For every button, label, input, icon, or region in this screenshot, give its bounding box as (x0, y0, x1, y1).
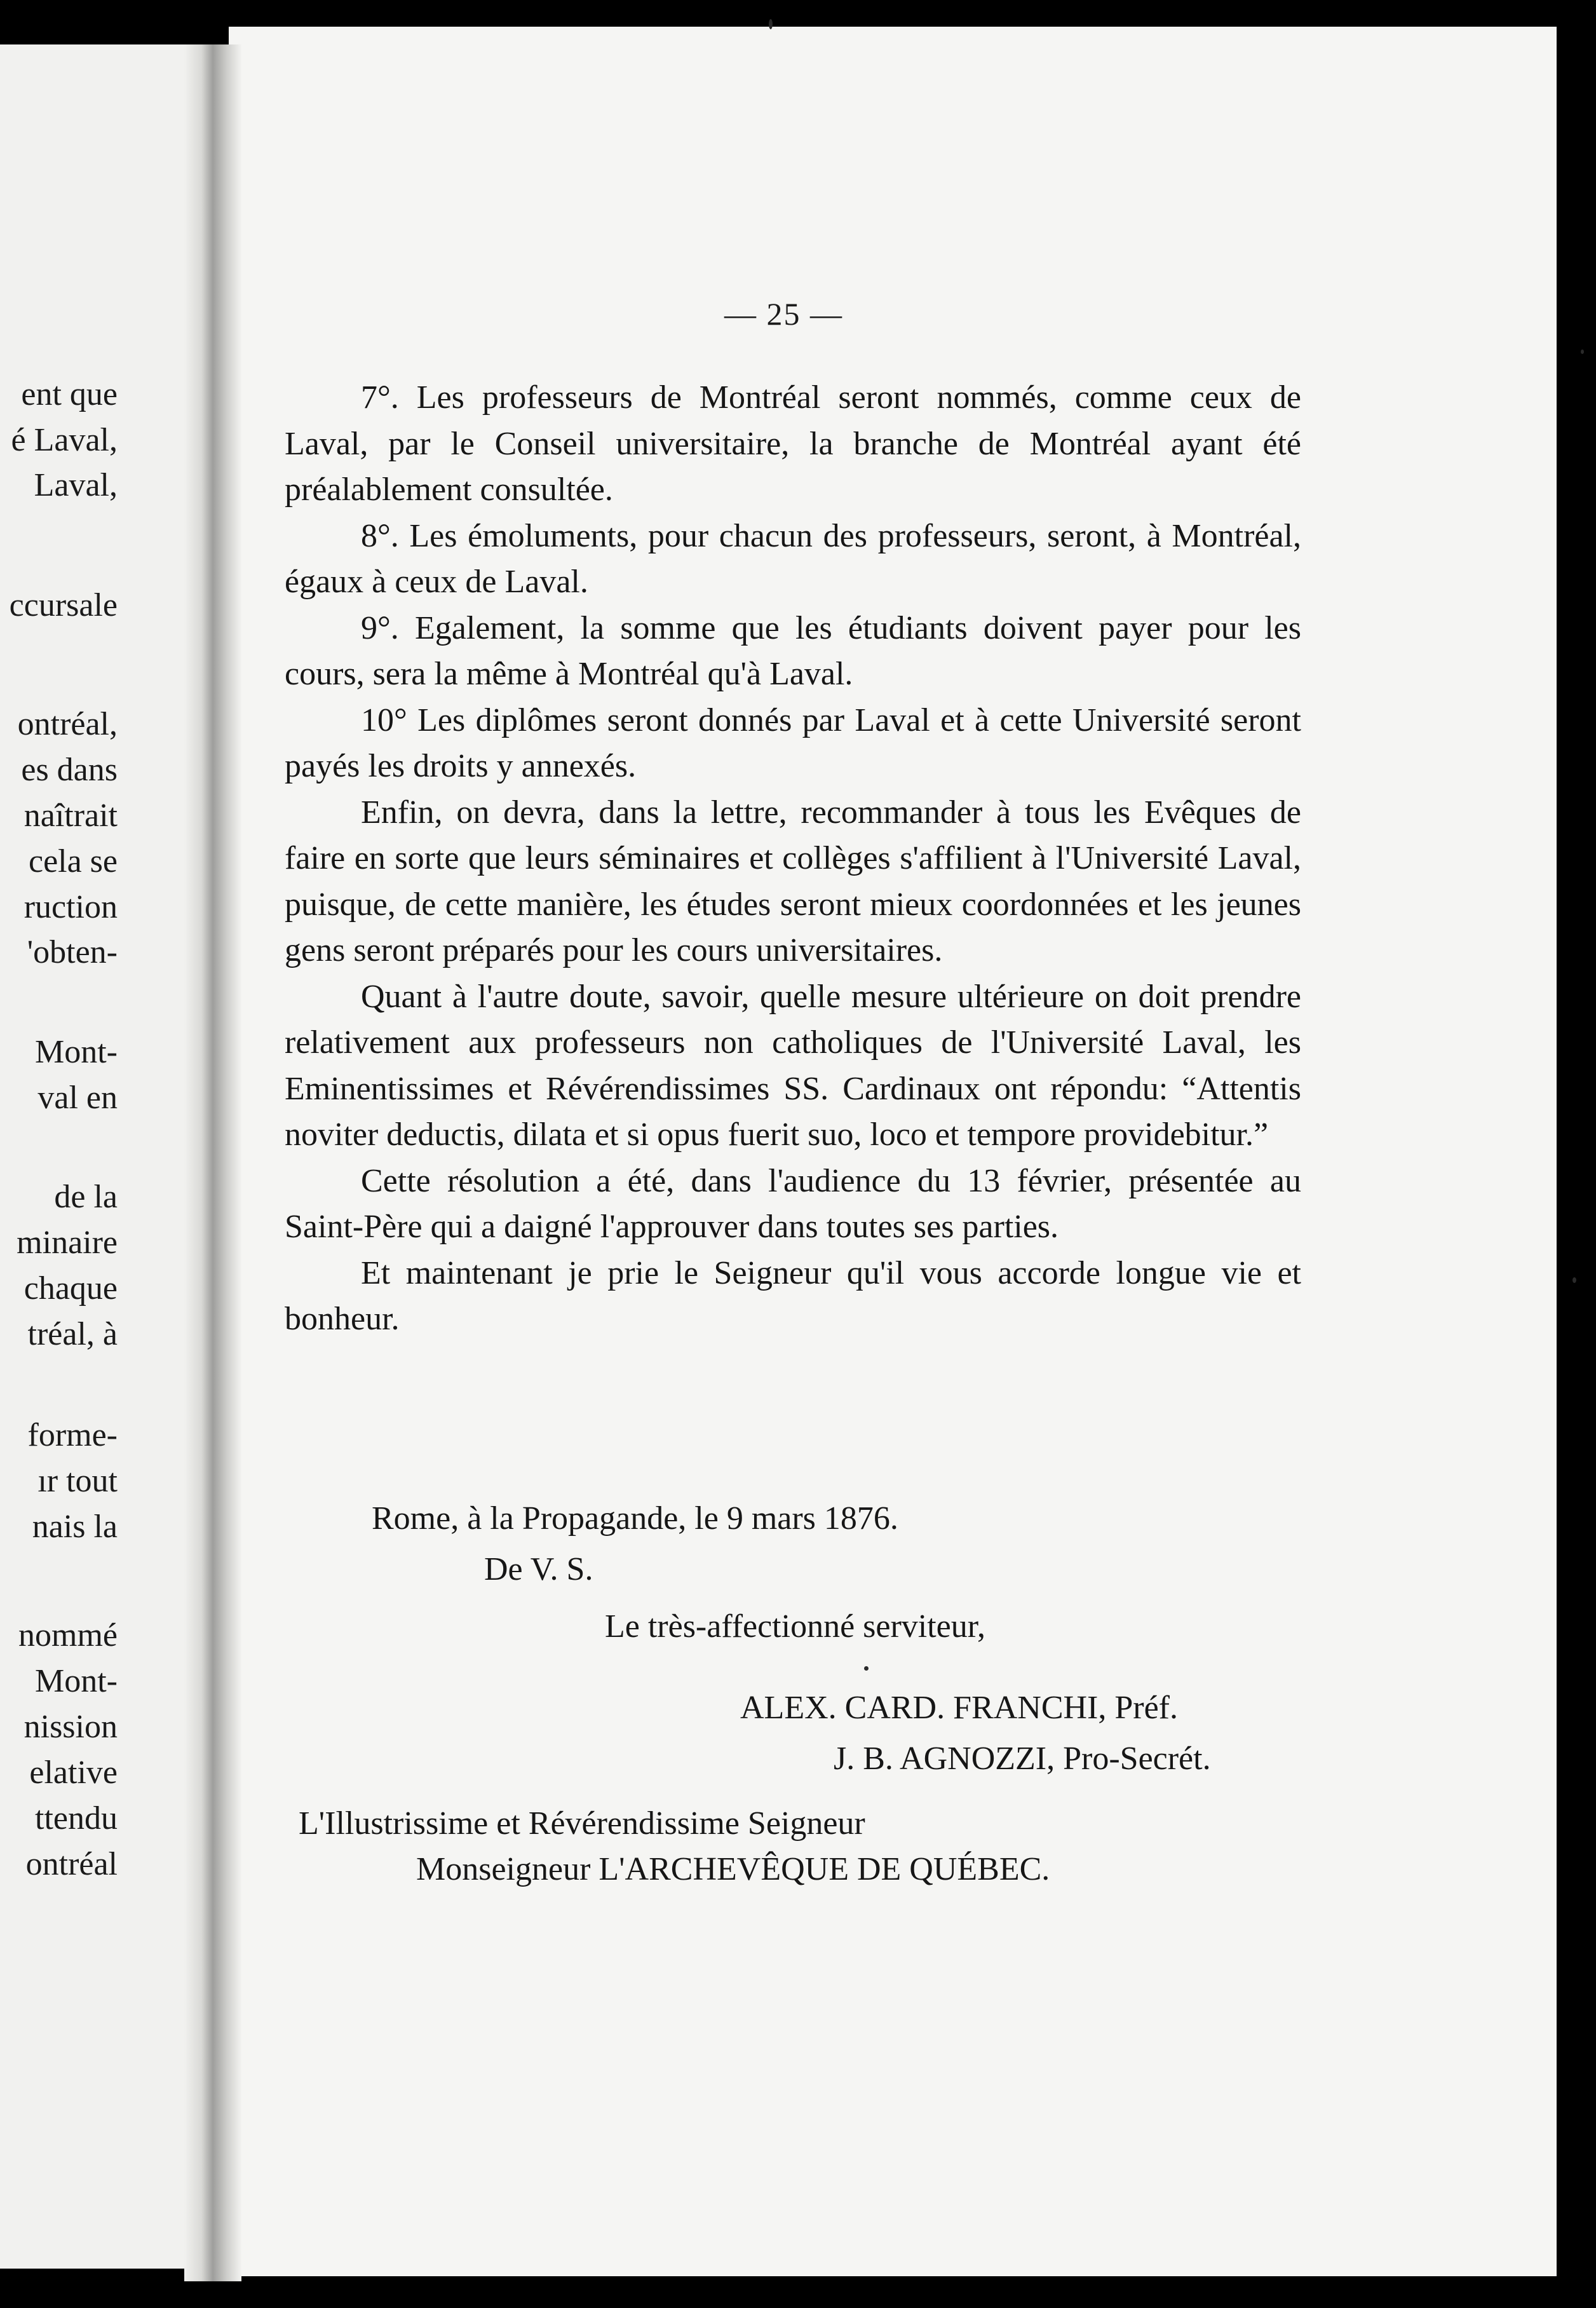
left-page-line: minaire (17, 1225, 118, 1261)
left-page-line: elative (29, 1755, 118, 1791)
paragraph-seminaries: Enfin, on devra, dans la lettre, recommander à tous les Evêques de faire en sorte que leurs séminaires et collèges s'affilient à l'Université Laval, puisque, de cette manière, les études seront mieux coordonnées et les jeunes gens seront préparés pour les cours universitaires. (285, 794, 1301, 968)
left-page-line: es dans (21, 752, 118, 788)
paragraph-item-9: 9°. Egalement, la somme que les étudiants doivent payer pour les cours, sera la même à Montréal qu'à Laval. (285, 609, 1301, 692)
left-page-line: val en (37, 1080, 118, 1116)
left-page-line: Mont- (35, 1034, 118, 1070)
left-page-line: nais la (32, 1509, 118, 1545)
left-page-line: ccursale (9, 587, 118, 623)
servant-line: Le très-affectionné serviteur, (605, 1608, 985, 1645)
left-page-line: forme- (27, 1417, 118, 1453)
paragraph-resolution: Cette résolution a été, dans l'audience du 13 février, présentée au Saint-Père qui a daigné l'approuver dans toutes ses parties. (285, 1162, 1301, 1245)
left-page-line: ttendu (35, 1800, 118, 1836)
left-page-line: de la (54, 1179, 118, 1215)
left-facing-page (0, 44, 213, 2269)
left-page-line: 'obten- (27, 934, 118, 970)
page-number: — 25 — (724, 296, 843, 332)
left-page-line: Laval, (34, 467, 118, 503)
paragraph-blessing: Et maintenant je prie le Seigneur qu'il vous accorde longue vie et bonheur. (285, 1254, 1301, 1337)
left-page-text-column (0, 44, 213, 2269)
left-page-line: ontréal, (17, 706, 118, 742)
left-page-line: ır tout (37, 1463, 118, 1499)
addressee-line-2: Monseigneur L'ARCHEVÊQUE DE QUÉBEC. (416, 1851, 1050, 1887)
left-page-line: cela se (28, 843, 118, 879)
scan-dust-speck (1581, 350, 1584, 354)
de-vs-line: De V. S. (484, 1551, 593, 1587)
paragraph-item-7: 7°. Les professeurs de Montréal seront nommés, comme ceux de Laval, par le Conseil universitaire, la branche de Montréal ayant été préalablement consultée. (285, 379, 1301, 508)
left-page-line: nission (24, 1709, 118, 1745)
signature-franchi: ALEX. CARD. FRANCHI, Préf. (740, 1690, 1178, 1726)
left-page-line: ruction (24, 889, 118, 925)
paragraph-item-8: 8°. Les émoluments, pour chacun des professeurs, seront, à Montréal, égaux à ceux de Laval. (285, 517, 1301, 600)
book-gutter-shadow (184, 44, 241, 2281)
left-page-line: é Laval, (11, 422, 118, 458)
scan-dust-speck (864, 1666, 869, 1671)
left-page-line: ontréal (25, 1846, 118, 1882)
signature-agnozzi: J. B. AGNOZZI, Pro-Secrét. (834, 1741, 1211, 1777)
left-page-line: tréal, à (27, 1316, 118, 1352)
left-page-line: nommé (18, 1617, 118, 1653)
left-page-line: ent que (21, 376, 118, 412)
place-date-line: Rome, à la Propagande, le 9 mars 1876. (372, 1500, 898, 1537)
letter-body (285, 375, 1301, 1343)
addressee-line-1: L'Illustrissime et Révérendissime Seigneur (299, 1805, 865, 1842)
left-page-line: naîtrait (24, 798, 118, 834)
left-page-line: chaque (24, 1270, 118, 1307)
scan-dust-speck (1572, 1277, 1576, 1283)
scan-dust-speck (769, 19, 773, 29)
paragraph-item-10: 10° Les diplômes seront donnés par Laval et à cette Université seront payés les droits y annexés. (285, 702, 1301, 784)
left-page-line: Mont- (35, 1663, 118, 1699)
paragraph-non-catholic-professors: Quant à l'autre doute, savoir, quelle mesure ultérieure on doit prendre relativement aux professeurs non catholiques de l'Université Laval, les Eminentissimes et Révérendissimes SS. Cardinaux ont répondu: “Attentis noviter deductis, dilata et si opus fuerit suo, loco et tempore providebitur.” (285, 978, 1301, 1153)
